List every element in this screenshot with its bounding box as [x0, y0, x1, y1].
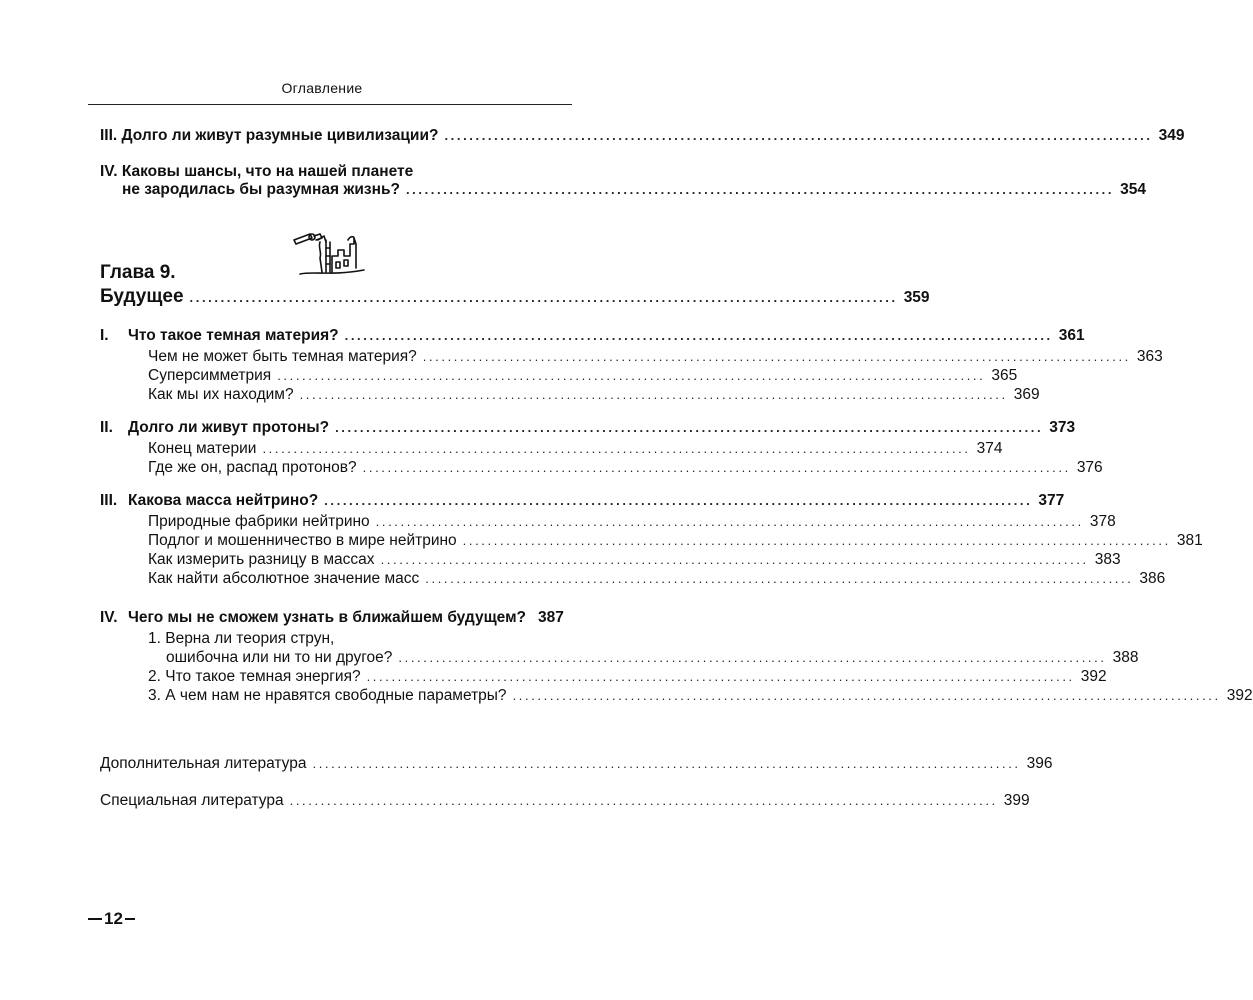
toc-subsection[interactable] [148, 385, 1040, 405]
page-number [88, 909, 135, 929]
section-title: Чего мы не сможем узнать в ближайшем будущем? [128, 609, 526, 626]
dot-leader: .................................................................................................................. [277, 368, 986, 383]
entry-title: не зародилась бы разумная жизнь? [122, 181, 400, 198]
toc-entry-prev-3[interactable] [100, 126, 1185, 146]
toc-subsection[interactable] [148, 458, 1103, 478]
subsection-page: 392 [1226, 687, 1253, 704]
subsection-page: 392 [1080, 668, 1107, 685]
dot-leader: .................................................................................................................. [189, 290, 898, 305]
dot-leader: .................................................................................................................. [289, 793, 998, 808]
toc-entry-prev-4[interactable] [122, 180, 1146, 200]
subsection-page: 378 [1089, 513, 1116, 530]
subsection-page: 365 [991, 367, 1018, 384]
entry-page: 354 [1120, 181, 1146, 198]
toc-subsection[interactable] [148, 512, 1116, 532]
dot-leader: .................................................................................................................. [422, 349, 1131, 364]
chapter-title: Будущее [100, 286, 184, 307]
subsection-title: 2. Что такое темная энергия? [148, 668, 361, 685]
subsection-page: 383 [1094, 551, 1121, 568]
entry-page: 399 [1003, 792, 1030, 809]
entry-title: Специальная литература [100, 792, 284, 809]
subsection-title: ошибочна или ни то ни другое? [166, 649, 393, 666]
dot-leader: .................................................................................................................. [444, 128, 1153, 143]
dot-leader: .................................................................................................................. [425, 571, 1134, 586]
toc-subsection[interactable] [148, 686, 1253, 706]
section-page: 373 [1049, 419, 1076, 436]
dot-leader: .................................................................................................................. [398, 650, 1107, 665]
running-head: Оглавление [281, 80, 363, 96]
subsection-page: 363 [1136, 348, 1163, 365]
subsection-title: Конец материи [148, 440, 257, 457]
subsection-page: 376 [1076, 459, 1103, 476]
dot-leader: .................................................................................................................. [512, 688, 1221, 703]
subsection-title: Суперсимметрия [148, 367, 272, 384]
folio-rule [88, 918, 102, 920]
toc-subsection[interactable] [148, 439, 1003, 459]
dot-leader: .................................................................................................................. [366, 669, 1075, 684]
subsection-title: Подлог и мошенничество в мире нейтрино [148, 532, 457, 549]
toc-subsection[interactable] [166, 648, 1139, 668]
dot-leader: .................................................................................................................. [312, 756, 1021, 771]
entry-title: III. Долго ли живут разумные цивилизации? [100, 127, 439, 144]
chapter-page: 359 [903, 289, 930, 306]
toc-back-matter-1[interactable] [100, 754, 1053, 774]
section-page: 387 [538, 609, 564, 626]
subsection-title: Природные фабрики нейтрино [148, 513, 370, 530]
page-number-text: 12 [104, 909, 123, 928]
section-number: IV. [100, 609, 118, 626]
section-title: Что такое темная материя? [128, 327, 339, 344]
subsection-page: 381 [1176, 532, 1203, 549]
toc-subsection[interactable] [148, 347, 1163, 367]
toc-section-4[interactable] [128, 608, 562, 628]
subsection-title: Как измерить разницу в массах [148, 551, 375, 568]
dot-leader: .................................................................................................................. [462, 533, 1171, 548]
chapter-label: Глава 9. [100, 262, 176, 283]
subsection-title: Чем не может быть темная материя? [148, 348, 417, 365]
section-number: I. [100, 327, 109, 344]
toc-subsection[interactable] [148, 667, 1107, 687]
subsection-title: 3. А чем нам не нравятся свободные параметры? [148, 687, 507, 704]
section-page: 377 [1038, 492, 1065, 509]
dot-leader: .................................................................................................................. [405, 182, 1115, 197]
header-rule [88, 104, 572, 105]
toc-subsection[interactable] [148, 550, 1121, 570]
subsection-page: 369 [1013, 386, 1040, 403]
entry-page: 396 [1026, 755, 1053, 772]
toc-section-1[interactable] [128, 326, 1085, 346]
section-title: Долго ли живут протоны? [128, 419, 330, 436]
toc-subsection[interactable] [148, 366, 1018, 386]
subsection-page: 388 [1112, 649, 1139, 666]
dot-leader: .................................................................................................................. [262, 441, 971, 456]
dot-leader: .................................................................................................................. [344, 328, 1053, 343]
chapter-entry[interactable] [100, 286, 930, 309]
toc-subsection[interactable] [148, 531, 1203, 551]
toc-back-matter-2[interactable] [100, 791, 1030, 811]
entry-page: 349 [1158, 127, 1185, 144]
dot-leader: .................................................................................................................. [362, 460, 1071, 475]
dot-leader: .................................................................................................................. [335, 420, 1044, 435]
subsection-title: Как мы их находим? [148, 386, 294, 403]
entry-title-line1: IV. Каковы шансы, что на нашей планете [100, 163, 414, 180]
castle-telescope-doodle-icon [292, 228, 366, 280]
dot-leader: .................................................................................................................. [375, 514, 1084, 529]
toc-subsection[interactable] [148, 569, 1166, 589]
subsection-title-line1: 1. Верна ли теория струн, [148, 630, 335, 647]
section-number: II. [100, 419, 113, 436]
dot-leader: .................................................................................................................. [380, 552, 1089, 567]
dot-leader: .................................................................................................................. [299, 387, 1008, 402]
subsection-title: Где же он, распад протонов? [148, 459, 357, 476]
folio-rule [125, 918, 135, 920]
subsection-page: 386 [1139, 570, 1166, 587]
section-title: Какова масса нейтрино? [128, 492, 319, 509]
section-page: 361 [1058, 327, 1085, 344]
dot-leader: .................................................................................................................. [324, 493, 1033, 508]
subsection-title: Как найти абсолютное значение масс [148, 570, 420, 587]
toc-section-2[interactable] [128, 418, 1076, 438]
toc-section-3[interactable] [128, 491, 1065, 511]
subsection-page: 374 [976, 440, 1003, 457]
entry-title: Дополнительная литература [100, 755, 307, 772]
section-number: III. [100, 492, 118, 509]
